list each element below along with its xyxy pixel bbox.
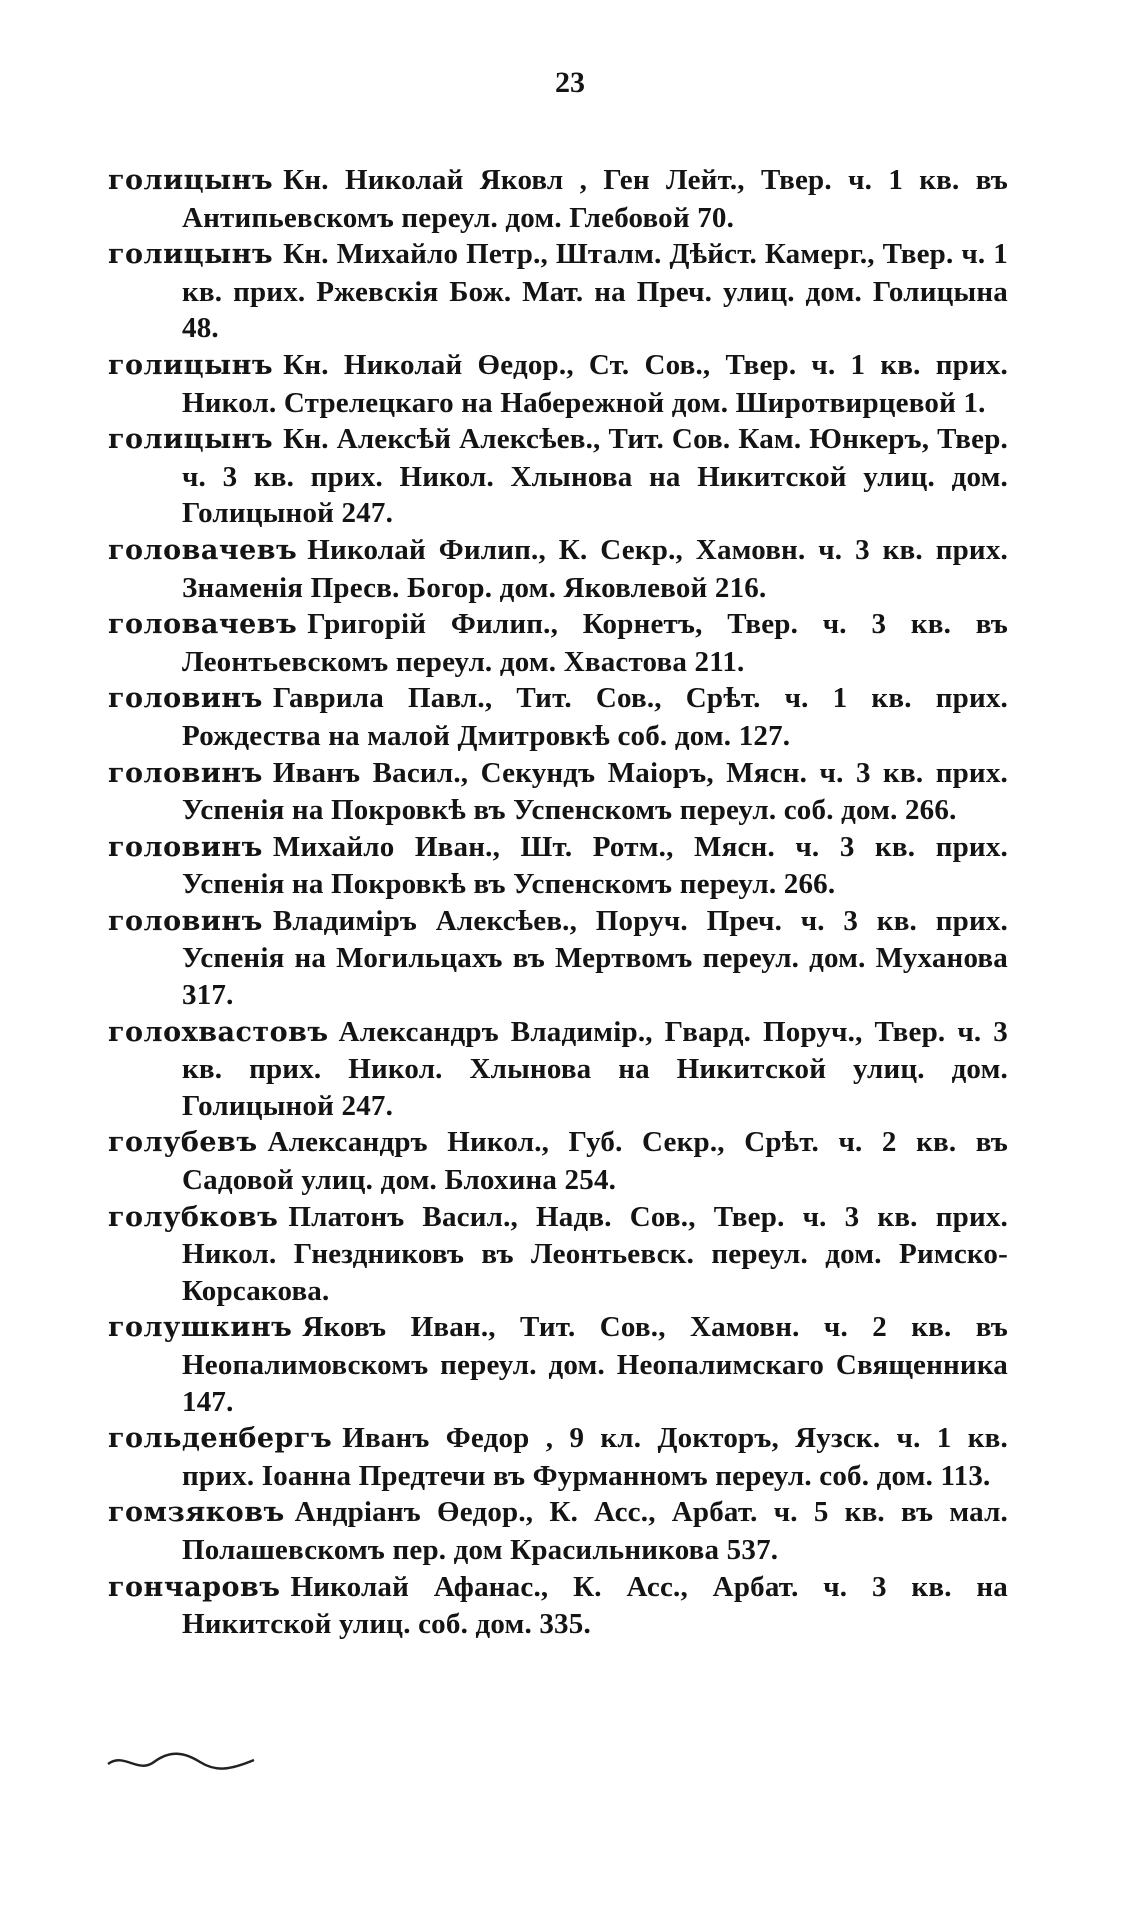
- entry-surname: гольденбергъ: [108, 1423, 333, 1455]
- entry-surname: головачевъ: [108, 534, 298, 566]
- entry-16: [108, 1494, 1008, 1568]
- entry-surname: голицынъ: [108, 165, 274, 196]
- entry-text: Кн. Николай Яковл , Ген Лейт., Твер. ч. 1 кв. въ Антипьевскомъ переул. дом. Глебовой 70.: [182, 164, 1008, 234]
- entry-12: [108, 1124, 1008, 1198]
- entry-9: [108, 829, 1008, 903]
- entry-text: Николай Филип., К. Секр., Хамовн. ч. 3 кв. прих. Знаменія Пресв. Богор. дом. Яковлевой 216.: [182, 533, 1008, 604]
- entry-surname: головачевъ: [108, 609, 298, 641]
- entry-13: [108, 1199, 1008, 1310]
- entry-text: Иванъ Васил., Секундъ Маіоръ, Мясн. ч. 3 кв. прих. Успенія на Покровкѣ въ Успенскомъ переул. соб. дом. 266.: [182, 756, 1008, 827]
- entry-1: [108, 162, 1008, 236]
- entry-7: [108, 680, 1008, 754]
- handwritten-underline-mark: [104, 1748, 304, 1778]
- entry-text: Платонъ Васил., Надв. Сов., Твер. ч. 3 кв. прих. Никол. Гнездниковъ въ Леонтьевск. переул. дом. Римско-Корсакова.: [182, 1200, 1008, 1307]
- entry-text: Андріанъ Өедор., К. Асс., Арбат. ч. 5 кв. въ мал. Полашевскомъ пер. дом Красильникова 537.: [182, 1496, 1008, 1566]
- entry-4: [108, 421, 1008, 532]
- entry-surname: голушкинъ: [108, 1312, 293, 1344]
- entry-text: Гаврила Павл., Тит. Сов., Срѣт. ч. 1 кв. прих. Рождества на малой Дмитровкѣ соб. дом. 127.: [182, 682, 1008, 752]
- entry-17: [108, 1569, 1008, 1643]
- entry-surname: головинъ: [108, 683, 263, 715]
- directory-entries: [108, 162, 1008, 1643]
- entry-surname: голохвастовъ: [108, 1016, 329, 1048]
- entry-text: Александръ Никол., Губ. Секр., Срѣт. ч. 2 кв. въ Садовой улиц. дом. Блохина 254.: [182, 1126, 1008, 1197]
- entry-text: Кн. Алексѣй Алексѣев., Тит. Сов. Кам. Юнкеръ, Твер. ч. 3 кв. прих. Никол. Хлынова на Никитской улиц. дом. Голицыной 247.: [182, 423, 1008, 530]
- entry-text: Владиміръ Алексѣев., Поруч. Преч. ч. 3 кв. прих. Успенія на Могильцахъ въ Мертвомъ переул. дом. Муханова 317.: [182, 904, 1008, 1012]
- entry-10: [108, 903, 1008, 1014]
- entry-15: [108, 1420, 1008, 1494]
- entry-6: [108, 606, 1008, 680]
- entry-text: Николай Афанас., К. Асс., Арбат. ч. 3 кв. на Никитской улиц. соб. дом. 335.: [182, 1570, 1008, 1641]
- entry-11: [108, 1014, 1008, 1125]
- entry-surname: головинъ: [108, 757, 263, 789]
- entry-surname: головинъ: [108, 905, 263, 937]
- entry-text: Михайло Иван., Шт. Ротм., Мясн. ч. 3 кв. прих. Успенія на Покровкѣ въ Успенскомъ переул. 266.: [182, 830, 1008, 901]
- entry-text: Александръ Владиміp., Гвард. Поруч., Твер. ч. 3 кв. прих. Никол. Хлынова на Никитской улиц. дом. Голицыной 247.: [182, 1015, 1008, 1122]
- entry-text: Яковъ Иван., Тит. Сов., Хамовн. ч. 2 кв. въ Неопалимовскомъ переул. дом. Неопалимскаго Священника 147.: [182, 1311, 1008, 1418]
- entry-surname: гомзяковъ: [108, 1497, 285, 1529]
- entry-8: [108, 755, 1008, 829]
- entry-text: Кн. Николай Өедор., Ст. Сов., Твер. ч. 1 кв. прих. Никол. Стрелецкаго на Набережной дом. Широтвирцевой 1.: [182, 348, 1008, 419]
- entry-text: Кн. Михайло Петр., Шталм. Дѣйст. Камерг., Твер. ч. 1 кв. прих. Ржевскія Бож. Мат. на Преч. улиц. дом. Голицына 48.: [182, 238, 1008, 345]
- entry-surname: голицынъ: [108, 349, 274, 381]
- entry-text: Иванъ Федор , 9 кл. Докторъ, Яузск. ч. 1 кв. прих. Іоанна Предтечи въ Фурманномъ переул. соб. дом. 113.: [182, 1422, 1008, 1492]
- entry-surname: голицынъ: [108, 239, 274, 271]
- entry-surname: голубевъ: [108, 1127, 258, 1159]
- entry-2: [108, 236, 1008, 347]
- entry-14: [108, 1309, 1008, 1420]
- entry-surname: голубковъ: [108, 1201, 279, 1233]
- entry-surname: голицынъ: [108, 424, 274, 456]
- entry-3: [108, 347, 1008, 421]
- page-number: 23: [555, 66, 585, 99]
- entry-surname: гончаровъ: [108, 1571, 281, 1603]
- entry-5: [108, 532, 1008, 606]
- entry-text: Григорій Филип., Корнетъ, Твер. ч. 3 кв. въ Леонтьевскомъ переул. дом. Хвастова 211.: [182, 608, 1008, 678]
- entry-surname: головинъ: [108, 831, 263, 863]
